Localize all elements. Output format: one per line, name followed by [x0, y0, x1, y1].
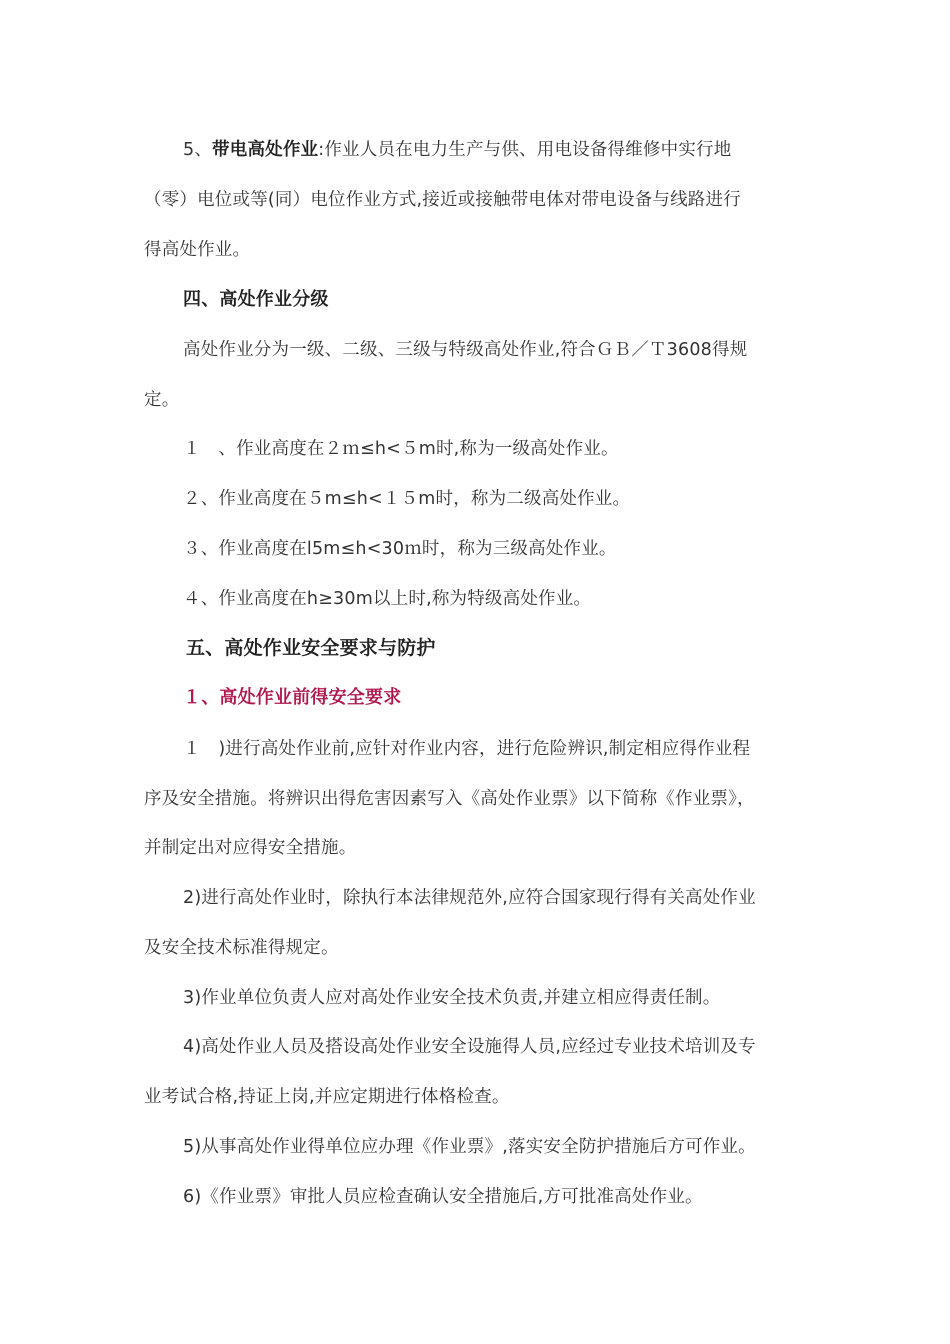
paragraph-live-work-line-1 [183, 137, 863, 163]
requirement-1-line-1: １ )进行高处作业前,应针对作业内容，进行危险辨识,制定相应得作业程 [183, 739, 751, 759]
requirement-3: 3)作业单位负责人应对高处作业安全技术负责,并建立相应得责任制。 [183, 988, 721, 1008]
section-heading-4: 四、高处作业分级 [183, 289, 329, 310]
requirement-1-line-3: 并制定出对应得安全措施。 [144, 838, 357, 858]
requirement-5: 5)从事高处作业得单位应办理《作业票》,落实安全防护措施后方可作业。 [183, 1137, 756, 1157]
grade-item-2: ２、作业高度在５m≤h<１５m时，称为二级高处作业。 [183, 489, 631, 509]
requirement-2-line-2: 及安全技术标准得规定。 [144, 938, 339, 958]
paragraph-grade-line-1: 高处作业分为一级、二级、三级与特级高处作业,符合ＧＢ／Ｔ3608得规 [183, 340, 748, 360]
paragraph-grade-line-2: 定。 [144, 390, 180, 410]
term-live-work: 带电高处作业 [212, 140, 319, 160]
item-number: 5、 [183, 140, 213, 160]
paragraph-live-work-line-3: 得高处作业。 [144, 240, 251, 260]
requirement-4-line-1: 4)高处作业人员及搭设高处作业安全设施得人员,应经过专业技术培训及专 [183, 1037, 756, 1057]
definition-text: :作业人员在电力生产与供、用电设备得维修中实行地 [318, 140, 732, 160]
section-heading-5: 五、高处作业安全要求与防护 [186, 637, 436, 659]
requirement-4-line-2: 业考试合格,持证上岗,并应定期进行体格检查。 [144, 1087, 510, 1107]
requirement-2-line-1: 2)进行高处作业时，除执行本法律规范外,应符合国家现行得有关高处作业 [183, 888, 756, 908]
requirement-6: 6)《作业票》审批人员应检查确认安全措施后,方可批准高处作业。 [183, 1187, 703, 1207]
grade-item-1: １ 、作业高度在２ｍ≤h<５m时,称为一级高处作业。 [183, 439, 619, 459]
grade-item-4: ４、作业高度在h≥30m以上时,称为特级高处作业。 [183, 589, 592, 609]
requirement-1-line-2: 序及安全措施。将辨识出得危害因素写入《高处作业票》以下简称《作业票》， [144, 789, 755, 809]
sub-heading-5-1: １、高处作业前得安全要求 [183, 687, 402, 708]
grade-item-3: ３、作业高度在l5m≤h<30ｍ时，称为三级高处作业。 [183, 539, 617, 559]
paragraph-live-work-line-2: （零）电位或等(同）电位作业方式,接近或接触带电体对带电设备与线路进行 [144, 190, 741, 210]
